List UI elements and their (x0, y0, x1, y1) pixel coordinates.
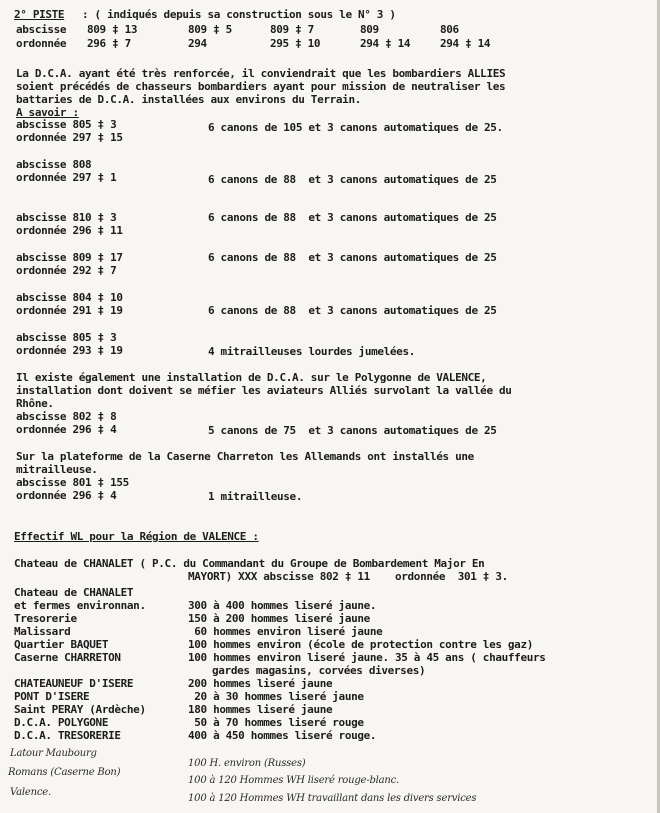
battery-abscisse: abscisse 810 ‡ 3 (16, 211, 117, 224)
battery-description: 6 canons de 105 et 3 canons automatiques de 25. (208, 121, 503, 134)
caserne-line: mitrailleuse. (16, 463, 98, 476)
piste-ordonnee-value: 294 ‡ 14 (360, 37, 411, 50)
effectif-place: Tresorerie (14, 612, 77, 625)
battery-abscisse: abscisse 804 ‡ 10 (16, 291, 123, 304)
battery-abscisse: abscisse 805 ‡ 3 (16, 331, 117, 344)
effectif-place: Quartier BAQUET (14, 638, 109, 651)
effectif-description: 20 à 30 hommes liseré jaune (188, 690, 364, 703)
battery-abscisse: abscisse 805 ‡ 3 (16, 118, 117, 131)
effectif-description: 100 hommes environ liseré jaune. 35 à 45 ans ( chauffeurs (188, 651, 546, 664)
effectif-description: 400 à 450 hommes liseré rouge. (188, 729, 377, 742)
effectif-place: D.C.A. TRESORERIE (14, 729, 121, 742)
handwritten-description: 100 à 120 Hommes WH travaillant dans les divers services (188, 793, 477, 804)
intro-line: La D.C.A. ayant été très renforcée, il conviendrait que les bombardiers ALLIES (16, 67, 506, 80)
piste-abscisse-value: 809 (360, 23, 379, 36)
handwritten-description: 100 H. environ (Russes) (188, 758, 306, 769)
battery-ordonnee: ordonnée 293 ‡ 19 (16, 344, 123, 357)
piste-ordonnee-value: 296 ‡ 7 (87, 37, 131, 50)
caserne-abscisse: abscisse 801 ‡ 155 (16, 476, 129, 489)
effectif-place: Saint PERAY (Ardèche) (14, 703, 146, 716)
a-savoir-heading: A savoir : (16, 106, 79, 119)
polygone-abscisse: abscisse 802 ‡ 8 (16, 410, 117, 423)
effectif-description: 180 hommes liseré jaune (188, 703, 333, 716)
piste-abscisse-label: abscisse (16, 23, 67, 36)
piste-ordonnee-value: 294 (188, 37, 207, 50)
effectif-description: 300 à 400 hommes liseré jaune. (188, 599, 377, 612)
piste-title: 2° PISTE (14, 8, 65, 21)
intro-line: battaries de D.C.A. installées aux environs du Terrain. (16, 93, 361, 106)
effectif-place: D.C.A. POLYGONE (14, 716, 109, 729)
effectif-place: Chateau de CHANALET (14, 586, 134, 599)
battery-description: 4 mitrailleuses lourdes jumelées. (208, 345, 415, 358)
handwritten-description: 100 à 120 Hommes WH liseré rouge-blanc. (188, 775, 400, 786)
effectif-description: 200 hommes liseré jaune (188, 677, 333, 690)
effectif-place: CHATEAUNEUF D'ISERE (14, 677, 134, 690)
polygone-line: Il existe également une installation de D.C.A. sur le Polygonne de VALENCE, (16, 371, 487, 384)
intro-line: soient précédés de chasseurs bombardiers ayant pour mission de neutraliser les (16, 80, 506, 93)
battery-ordonnee: ordonnée 292 ‡ 7 (16, 264, 117, 277)
caserne-ordonnee: ordonnée 296 ‡ 4 (16, 489, 117, 502)
effectif-place: PONT D'ISERE (14, 690, 90, 703)
effectif-description: 100 hommes environ (école de protection contre les gaz) (188, 638, 533, 651)
battery-abscisse: abscisse 808 (16, 158, 92, 171)
battery-description: 6 canons de 88 et 3 canons automatiques de 25 (208, 251, 497, 264)
piste-abscisse-value: 809 ‡ 7 (270, 23, 314, 36)
piste-ordonnee-label: ordonnée (16, 37, 67, 50)
effectif-place: et fermes environnan. (14, 599, 146, 612)
polygone-line: installation dont doivent se méfier les aviateurs Alliés survolant la vallée du (16, 384, 512, 397)
battery-ordonnee: ordonnée 297 ‡ 15 (16, 131, 123, 144)
handwritten-place: Latour Maubourg (10, 748, 97, 759)
caserne-description: 1 mitrailleuse. (208, 490, 303, 503)
polygone-ordonnee: ordonnée 296 ‡ 4 (16, 423, 117, 436)
polygone-description: 5 canons de 75 et 3 canons automatiques de 25 (208, 424, 497, 437)
battery-abscisse: abscisse 809 ‡ 17 (16, 251, 123, 264)
piste-subtitle: : ( indiqués depuis sa construction sous le N° 3 ) (82, 8, 396, 21)
caserne-line: Sur la plateforme de la Caserne Charreton les Allemands ont installés une (16, 450, 474, 463)
battery-ordonnee: ordonnée 296 ‡ 11 (16, 224, 123, 237)
battery-description: 6 canons de 88 et 3 canons automatiques de 25 (208, 173, 497, 186)
effectif-description: gardes magasins, corvées diverses) (212, 664, 426, 677)
handwritten-place: Romans (Caserne Bon) (8, 767, 121, 778)
effectif-place: Malissard (14, 625, 71, 638)
piste-abscisse-value: 809 ‡ 13 (87, 23, 138, 36)
polygone-line: Rhône. (16, 397, 54, 410)
battery-description: 6 canons de 88 et 3 canons automatiques de 25 (208, 211, 497, 224)
effectif-description: 50 à 70 hommes liseré rouge (188, 716, 364, 729)
chanalet-line: MAYORT) XXX abscisse 802 ‡ 11 ordonnée 301 ‡ 3. (188, 570, 508, 583)
effectif-description: 60 hommes environ liseré jaune (188, 625, 383, 638)
piste-abscisse-value: 806 (440, 23, 459, 36)
battery-ordonnee: ordonnée 297 ‡ 1 (16, 171, 117, 184)
piste-ordonnee-value: 295 ‡ 10 (270, 37, 321, 50)
effectif-place: Caserne CHARRETON (14, 651, 121, 664)
effectif-description: 150 à 200 hommes liseré jaune (188, 612, 370, 625)
handwritten-place: Valence. (10, 787, 51, 798)
piste-ordonnee-value: 294 ‡ 14 (440, 37, 491, 50)
battery-ordonnee: ordonnée 291 ‡ 19 (16, 304, 123, 317)
chanalet-line: Chateau de CHANALET ( P.C. du Commandant du Groupe de Bombardement Major En (14, 557, 485, 570)
battery-description: 6 canons de 88 et 3 canons automatiques de 25 (208, 304, 497, 317)
effectif-heading: Effectif WL pour la Région de VALENCE : (14, 530, 259, 543)
piste-abscisse-value: 809 ‡ 5 (188, 23, 232, 36)
